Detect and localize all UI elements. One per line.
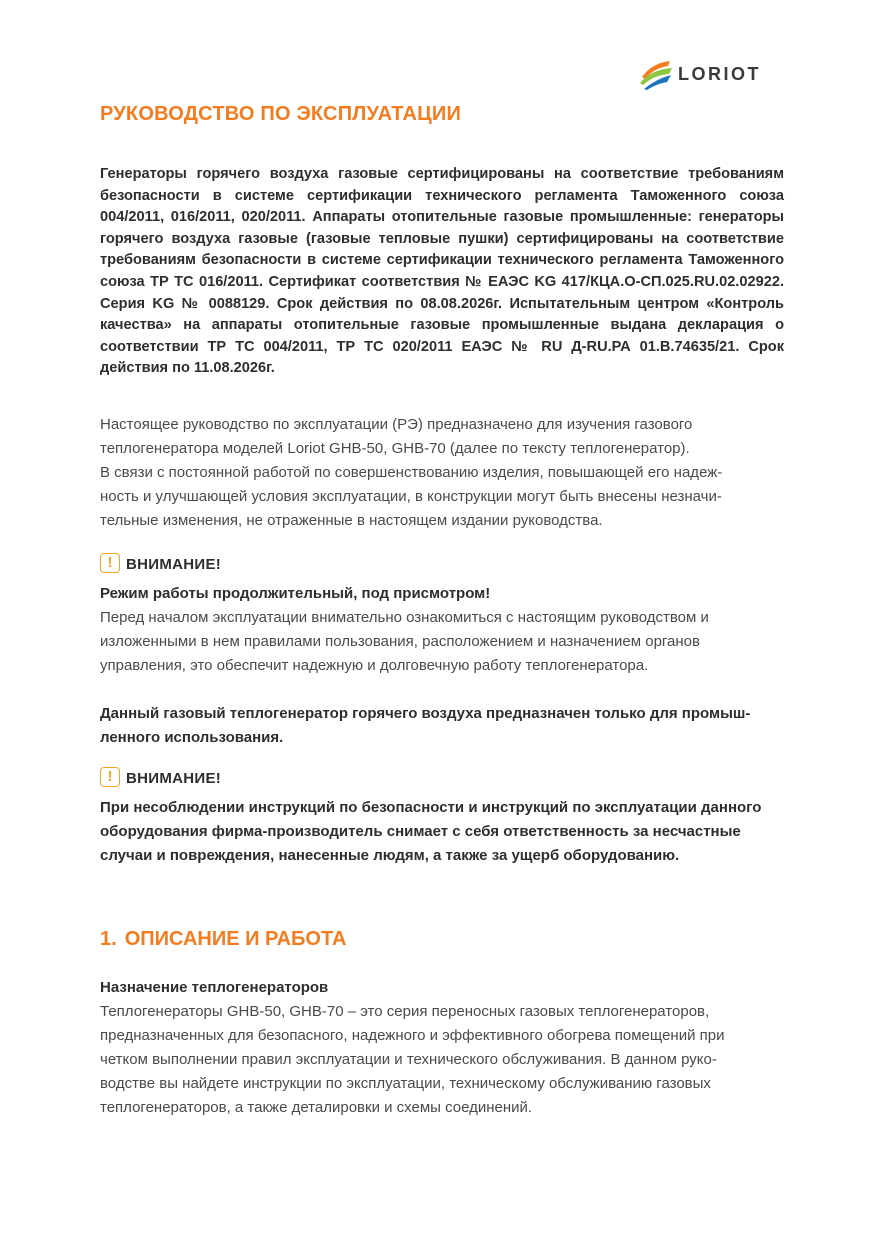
- section-line: водстве вы найдете инструкции по эксплуатации, техническому обслуживанию газовых: [100, 1075, 711, 1092]
- section-line: Теплогенераторы GHB-50, GHB-70 – это серия переносных газовых теплогенераторов,: [100, 1003, 710, 1020]
- section-line: предназначенных для безопасного, надежного и эффективного обогрева помещений при: [100, 1027, 725, 1044]
- intro-line: В связи с постоянной работой по совершенствованию изделия, повышающей его надеж-: [100, 464, 723, 481]
- section-body: [100, 976, 790, 1120]
- warning-header: [100, 766, 221, 787]
- section-heading: [100, 928, 346, 951]
- intro-paragraph: [100, 413, 784, 533]
- section-title: ОПИСАНИЕ И РАБОТА: [124, 928, 347, 950]
- warning-body: [100, 796, 790, 868]
- section-subheading: Назначение теплогенераторов: [100, 979, 329, 996]
- brand-name: LORIOT: [678, 64, 761, 84]
- warning-line: управления, это обеспечит надежную и долговечную работу теплогенератора.: [100, 657, 649, 674]
- brand-logo: [636, 53, 798, 91]
- section-number: 1.: [100, 928, 117, 950]
- warning-line: Перед началом эксплуатации внимательно ознакомиться с настоящим руководством и: [100, 609, 709, 626]
- section-line: четком выполнении правил эксплуатации и технического обслуживания. В данном руко-: [100, 1051, 717, 1068]
- warning-line: При несоблюдении инструкций по безопасности и инструкций по эксплуатации данного: [100, 799, 762, 816]
- industrial-use-note: [100, 702, 790, 750]
- warning-icon: !: [100, 767, 120, 787]
- intro-line: тельные изменения, не отраженные в настоящем издании руководства.: [100, 512, 603, 529]
- note-line: ленного использования.: [100, 729, 284, 746]
- warning-line: оборудования фирма-производитель снимает с себя ответственность за несчастные: [100, 823, 741, 840]
- warning-title: ВНИМАНИЕ!: [126, 770, 222, 787]
- warning-line: случаи и повреждения, нанесенные людям, а также за ущерб оборудованию.: [100, 847, 680, 864]
- certification-text: Генераторы горячего воздуха газовые сертифицированы на соответствие требованиям безопасности в системе сертификации технического регламента Таможенного союза 004/2011, 016/2011, 020/2011. Аппараты отопительные газовые промышленные: генераторы горячего воздуха газовые (газовые тепловые пушки) сертифицированы на соответствие требованиям безопасности в системе сертификации технического регламента Таможенного союза ТР ТС 016/2011. Сертификат соответствия № ЕАЭС KG 417/КЦА.О-СП.025.RU.02.02922. Серия KG № 0088129. Срок действия по 08.08.2026г. Испытательным центром «Контроль качества» на аппараты отопительные газовые промышленные выдана декларация о соответствии ТР ТС 004/2011, ТР ТС 020/2011 ЕАЭС № RU Д-RU.РА 01.В.74635/21. Срок действия по 11.08.2026г.: [100, 166, 784, 377]
- warning-icon: !: [100, 553, 120, 573]
- page-title: РУКОВОДСТВО ПО ЭКСПЛУАТАЦИИ: [100, 103, 462, 125]
- warning-body: [100, 582, 790, 678]
- intro-line: теплогенератора моделей Loriot GHB-50, GHB-70 (далее по тексту теплогенератор).: [100, 440, 690, 457]
- section-line: теплогенераторов, а также деталировки и схемы соединений.: [100, 1099, 533, 1116]
- intro-line: Настоящее руководство по эксплуатации (РЭ) предназначено для изучения газового: [100, 416, 693, 433]
- intro-line: ность и улучшающей условия эксплуатации, в конструкции могут быть внесены незначи-: [100, 488, 722, 505]
- warning-header: [100, 552, 221, 573]
- note-line: Данный газовый теплогенератор горячего воздуха предназначен только для промыш-: [100, 705, 751, 722]
- warning-title: ВНИМАНИЕ!: [126, 556, 222, 573]
- warning-line: изложенными в нем правилами пользования, расположением и назначением органов: [100, 633, 700, 650]
- loriot-logo-icon: [636, 53, 798, 91]
- warning-subtitle: Режим работы продолжительный, под присмотром!: [100, 585, 491, 602]
